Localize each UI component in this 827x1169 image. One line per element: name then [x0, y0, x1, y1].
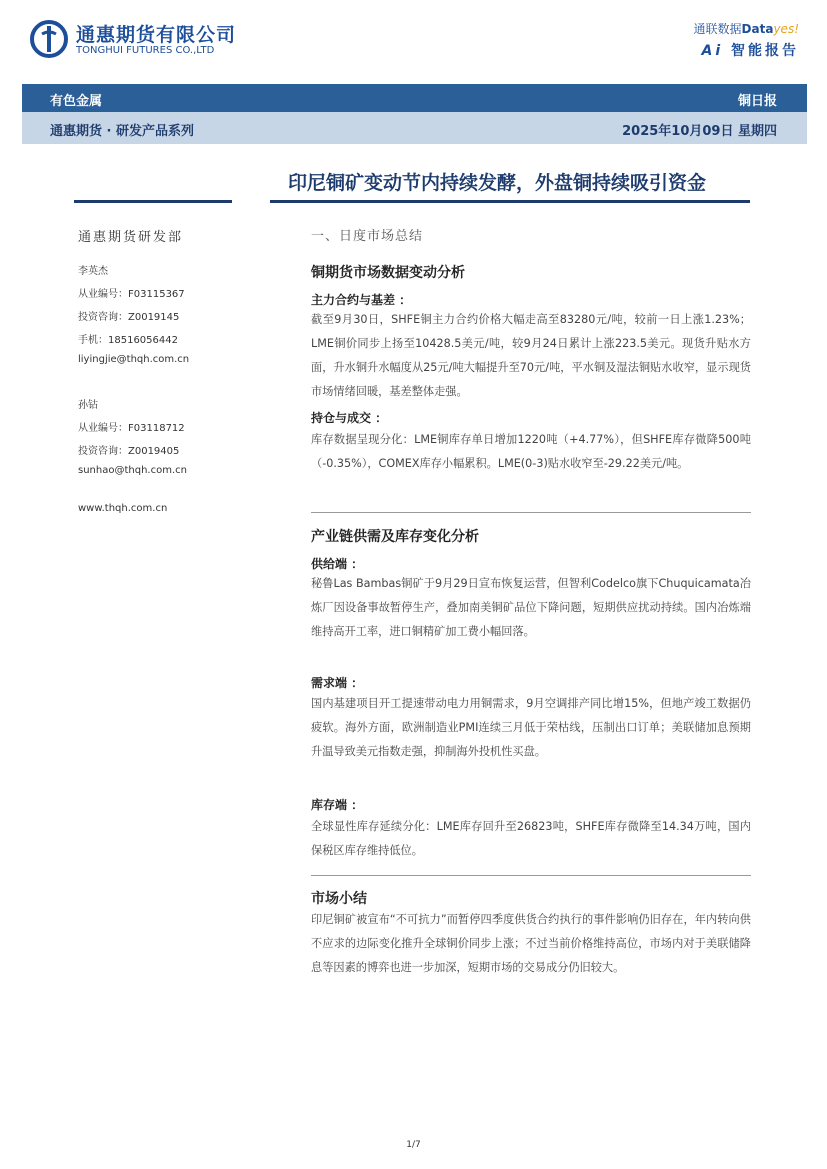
category-band [22, 84, 807, 112]
paragraph-demand: 国内基建项目开工提速带动电力用铜需求，9月空调排产同比增15%，但地产竣工数据仍疲软。海外方面，欧洲制造业PMI连续三月低于荣枯线，压制出口订单；美联储加息预期升温导致美元指数走强，抑制海外投机性买盘。 [311, 697, 751, 758]
ai-report-label [701, 40, 799, 60]
company-name-cn: 通惠期货有限公司 [76, 24, 237, 46]
report-date: 2025年10月09日 星期四 [622, 124, 777, 139]
section-divider [311, 512, 751, 513]
analyst2-invest: 投资咨询：Z0019405 [78, 446, 180, 457]
title-divider [270, 200, 750, 203]
report-type-label: 铜日报 [737, 94, 777, 109]
paragraph-position: 库存数据呈现分化：LME铜库存单日增加1220吨（+4.77%），但SHFE库存微降500吨（-0.35%），COMEX库存小幅累积。LME(0-3)贴水收窄至-29.22美元/吨。 [311, 433, 751, 470]
paragraph-inventory: 全球显性库存延续分化：LME库存回升至26823吨，SHFE库存微降至14.34万吨，国内保税区库存维持低位。 [311, 820, 751, 857]
company-logo-icon [30, 20, 68, 58]
heading-position: 持仓与成交 ： [311, 411, 388, 425]
datayes-brand: Data [741, 22, 774, 36]
section-title: 一、日度市场总结 [311, 229, 424, 244]
heading-demand: 需求端 ： [311, 676, 364, 690]
analyst1-license: 从业编号：F03115367 [78, 289, 185, 300]
analyst1-name: 李英杰 [78, 266, 108, 277]
analyst1-invest: 投资咨询：Z0019145 [78, 312, 180, 323]
series-label: 通惠期货 · 研发产品系列 [50, 124, 194, 139]
heading-supply-chain: 产业链供需及库存变化分析 [311, 529, 479, 545]
company-name-en: TONGHUI FUTURES CO.,LTD [76, 45, 215, 56]
heading-summary: 市场小结 [311, 891, 367, 907]
datayes-logo [694, 20, 799, 37]
paragraph-basis: 截至9月30日，SHFE铜主力合约价格大幅走高至83280元/吨，较前一日上涨1.23%；LME铜价同步上扬至10428.5美元/吨，较9月24日累计上涨223.5美元。现货升贴水方面，升水铜升水幅度从25元/吨大幅提升至70元/吨，平水铜及湿法铜贴水收窄，显示现货市场情绪回暖，基差整体走强。 [311, 313, 751, 398]
series-band [22, 112, 807, 144]
analyst2-email[interactable]: sunhao@thqh.com.cn [78, 465, 187, 476]
analyst1-email[interactable]: liyingjie@thqh.com.cn [78, 354, 190, 365]
heading-inventory: 库存端 ： [311, 798, 364, 812]
heading-basis: 主力合约与基差 ： [311, 293, 412, 307]
analyst1-phone: 手机：18516056442 [78, 335, 178, 346]
ai-label: 智能报告 [731, 43, 799, 59]
datayes-prefix: 通联数据 [693, 22, 742, 36]
page-title: 印尼铜矿变动节内持续发酵，外盘铜持续吸引资金 [288, 172, 707, 194]
page-number: 1/7 [406, 1140, 421, 1150]
research-dept: 通惠期货研发部 [78, 230, 184, 245]
sidebar-divider [74, 200, 232, 203]
heading-supply: 供给端 ： [311, 557, 364, 571]
analyst2-license: 从业编号：F03118712 [78, 423, 185, 434]
datayes-suffix: yes! [773, 22, 799, 36]
analyst2-name: 孙钴 [78, 400, 98, 411]
ai-mark: Ai [701, 43, 724, 59]
website-link[interactable]: www.thqh.com.cn [78, 503, 168, 514]
section-divider [311, 875, 751, 876]
paragraph-summary: 印尼铜矿被宣布“不可抗力”而暂停四季度供货合约执行的事件影响仍旧存在，年内转向供不应求的边际变化推升全球铜价同步上涨；不过当前价格维持高位，市场内对于美联储降息等因素的博弈也进一步加深，短期市场的交易成分仍旧较大。 [311, 913, 751, 974]
heading-market-data: 铜期货市场数据变动分析 [311, 265, 465, 281]
paragraph-supply: 秘鲁Las Bambas铜矿于9月29日宣布恢复运营，但智利Codelco旗下Chuquicamata冶炼厂因设备事故暂停生产，叠加南美铜矿品位下降问题，短期供应扰动持续。国内冶炼端维持高开工率，进口铜精矿加工费小幅回落。 [311, 577, 751, 638]
category-label: 有色金属 [50, 94, 103, 109]
